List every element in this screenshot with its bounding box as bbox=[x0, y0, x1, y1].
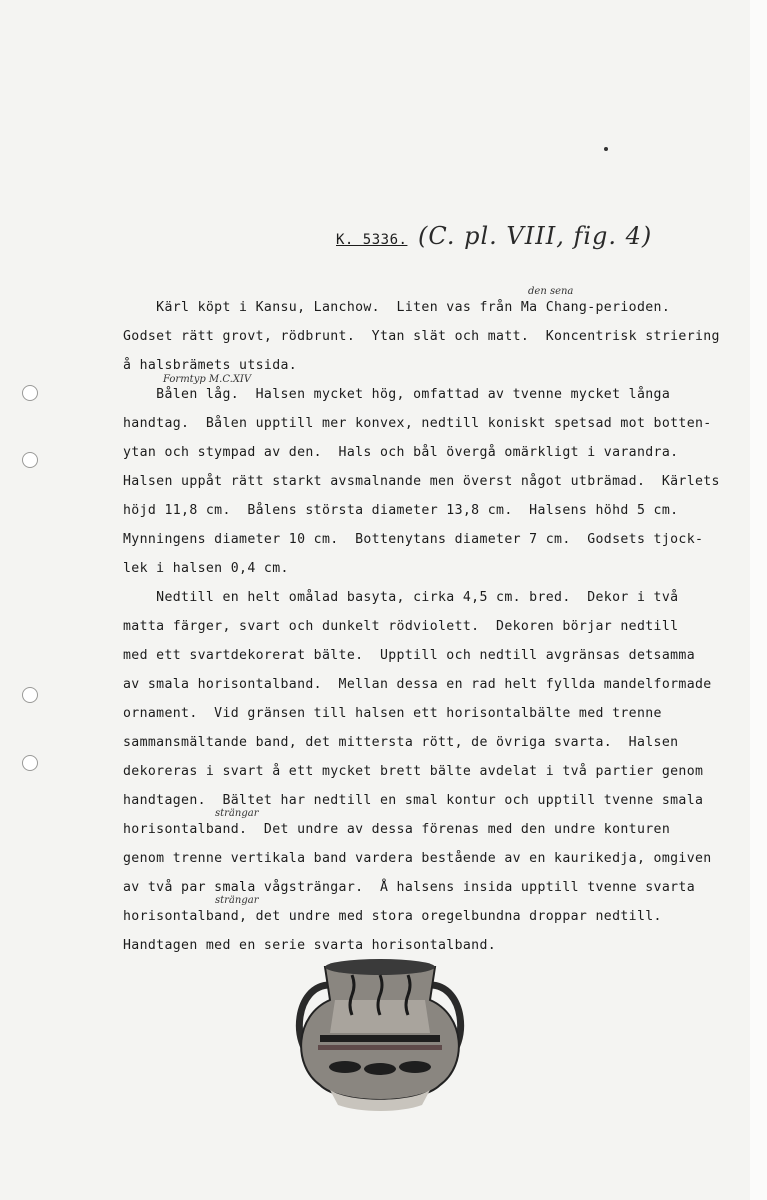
text-line: Handtagen med en serie svarta horisontalband. bbox=[123, 938, 497, 953]
ink-speck bbox=[604, 147, 608, 151]
text-line: ytan och stympad av den. Hals och bål övergå omärkligt i varandra. bbox=[123, 445, 679, 460]
text-line: höjd 11,8 cm. Bålens största diameter 13,8 cm. Halsens höhd 5 cm. bbox=[123, 503, 679, 518]
text-line: ornament. Vid gränsen till halsen ett horisontalbälte med trenne bbox=[123, 706, 662, 721]
handwritten-annotation: Formtyp M.C.XIV bbox=[163, 374, 252, 385]
text-line: horisontalband. Det undre av dessa förenas med den undre konturen bbox=[123, 822, 671, 837]
text-line: med ett svartdekorerat bälte. Upptill och nedtill avgränsas detsamma bbox=[123, 648, 695, 663]
vessel-photograph bbox=[290, 955, 470, 1120]
catalog-number: K. 5336. bbox=[336, 232, 408, 248]
text-line: Godset rätt grovt, rödbrunt. Ytan slät och matt. Koncentrisk striering bbox=[123, 329, 720, 344]
handwritten-annotation: strängar bbox=[215, 808, 259, 819]
text-line: genom trenne vertikala band vardera bestående av en kaurikedja, omgiven bbox=[123, 851, 712, 866]
handwritten-annotation: den sena bbox=[528, 286, 574, 297]
text-line: av smala horisontalband. Mellan dessa en rad helt fyllda mandelformade bbox=[123, 677, 712, 692]
text-line: Kärl köpt i Kansu, Lanchow. Liten vas från Ma Chang-perioden. bbox=[123, 300, 671, 315]
text-line: å halsbrämets utsida. bbox=[123, 358, 298, 373]
binder-hole bbox=[22, 755, 38, 771]
page-edge bbox=[750, 0, 767, 1200]
text-line: dekoreras i svart å ett mycket brett bälte avdelat i två partier genom bbox=[123, 764, 704, 779]
binder-hole bbox=[22, 687, 38, 703]
text-line: lek i halsen 0,4 cm. bbox=[123, 561, 289, 576]
text-line: Halsen uppåt rätt starkt avsmalnande men överst något utbrämad. Kärlets bbox=[123, 474, 720, 489]
text-line: handtagen. Bältet har nedtill en smal kontur och upptill tvenne smala bbox=[123, 793, 704, 808]
handwritten-plate-reference: (C. pl. VIII, fig. 4) bbox=[418, 222, 653, 250]
handwritten-annotation: strängar bbox=[215, 895, 259, 906]
text-line: Nedtill en helt omålad basyta, cirka 4,5 cm. bred. Dekor i två bbox=[123, 590, 679, 605]
text-line: Bålen låg. Halsen mycket hög, omfattad av tvenne mycket långa bbox=[123, 387, 671, 402]
binder-hole bbox=[22, 452, 38, 468]
text-line: sammansmältande band, det mittersta rött, de övriga svarta. Halsen bbox=[123, 735, 679, 750]
binder-hole bbox=[22, 385, 38, 401]
text-line: handtag. Bålen upptill mer konvex, nedtill koniskt spetsad mot botten- bbox=[123, 416, 712, 431]
text-line: horisontalband, det undre med stora oregelbundna droppar nedtill. bbox=[123, 909, 662, 924]
text-line: av två par smala vågsträngar. Å halsens insida upptill tvenne svarta bbox=[123, 880, 695, 895]
text-line: matta färger, svart och dunkelt rödviolett. Dekoren börjar nedtill bbox=[123, 619, 679, 634]
text-line: Mynningens diameter 10 cm. Bottenytans diameter 7 cm. Godsets tjock- bbox=[123, 532, 704, 547]
